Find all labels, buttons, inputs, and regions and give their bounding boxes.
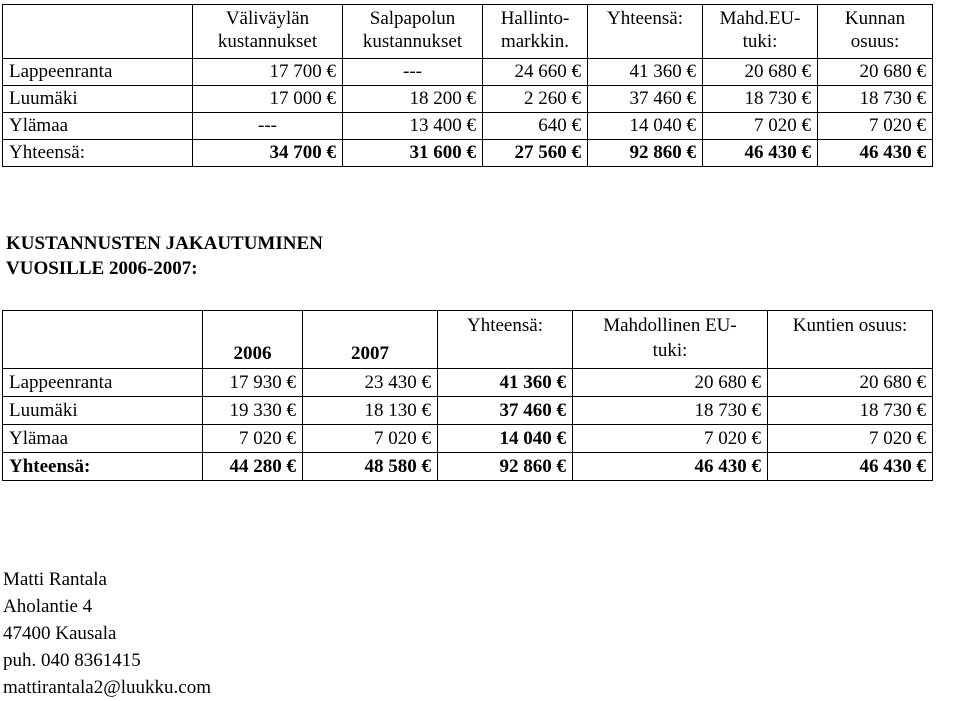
header-2006: 2006 [203,311,303,369]
table-cell: 24 660 € [483,59,588,86]
table-cell: 41 360 € [588,59,703,86]
table-cell: 7 020 € [818,113,933,140]
row-label: Luumäki [3,86,193,113]
table-total-row [3,453,933,481]
table-cell: 48 580 € [303,453,438,481]
table-cell: 18 730 € [703,86,818,113]
table-cell: 46 430 € [818,140,933,167]
table-cell: 92 860 € [588,140,703,167]
header-2007: 2007 [303,311,438,369]
table-cell: 14 040 € [588,113,703,140]
header-kuntien-osuus: Kuntien osuus: [768,311,933,369]
table-cell: 20 680 € [768,369,933,397]
table-row [3,86,933,113]
table-cell: 20 680 € [703,59,818,86]
table-cell: 7 020 € [768,425,933,453]
table-cell: 37 460 € [588,86,703,113]
table-cell: 27 560 € [483,140,588,167]
table-row [3,397,933,425]
yearly-split-table [2,310,933,481]
table-cell: 46 430 € [768,453,933,481]
table-header-row [3,311,933,369]
table-row [3,369,933,397]
header-eu-tuki: Mahdollinen EU- tuki: [573,311,768,369]
header-salpapolun-kustannukset: Salpapolun kustannukset [343,5,483,59]
table-cell: 7 020 € [573,425,768,453]
table-cell: --- [343,59,483,86]
table-row [3,425,933,453]
table-cell: 46 430 € [703,140,818,167]
table-cell: 37 460 € [438,397,573,425]
table-total-row [3,140,933,167]
row-label: Lappeenranta [3,369,203,397]
table-cell: 31 600 € [343,140,483,167]
contact-phone: puh. 040 8361415 [3,650,141,671]
table-cell: 41 360 € [438,369,573,397]
table-cell: 17 930 € [203,369,303,397]
contact-block [3,566,211,701]
contact-name: Matti Rantala [3,569,107,590]
table-cell: 34 700 € [193,140,343,167]
table-cell: 18 730 € [573,397,768,425]
table-cell: 17 000 € [193,86,343,113]
table-cell: 19 330 € [203,397,303,425]
table-header-row [3,5,933,59]
table-cell: 2 260 € [483,86,588,113]
header-kunnan-osuus: Kunnan osuus: [818,5,933,59]
table-cell: 18 730 € [768,397,933,425]
row-label: Yhteensä: [3,453,203,481]
header-cell-empty [3,311,203,369]
cost-table [2,4,933,167]
section-heading: KUSTANNUSTEN JAKAUTUMINEN VUOSILLE 2006-2007: [6,233,323,279]
table-cell: 23 430 € [303,369,438,397]
header-hallintomarkkin: Hallinto- markkin. [483,5,588,59]
table-cell: 20 680 € [818,59,933,86]
contact-email: mattirantala2@luukku.com [3,677,211,698]
table-cell: 18 130 € [303,397,438,425]
header-yhteensa: Yhteensä: [588,5,703,59]
table-cell: 7 020 € [703,113,818,140]
table-cell: 7 020 € [303,425,438,453]
contact-street: Aholantie 4 [3,596,93,617]
table-cell: 13 400 € [343,113,483,140]
row-label: Lappeenranta [3,59,193,86]
header-yhteensa: Yhteensä: [438,311,573,369]
table-cell: 14 040 € [438,425,573,453]
row-label: Ylämaa [3,113,193,140]
table-cell: 44 280 € [203,453,303,481]
table-cell: 7 020 € [203,425,303,453]
table-row [3,59,933,86]
table-cell: 20 680 € [573,369,768,397]
table-cell: --- [193,113,343,140]
header-vaylan-kustannukset: Väliväylän kustannukset [193,5,343,59]
table-cell: 640 € [483,113,588,140]
row-label: Ylämaa [3,425,203,453]
contact-postal: 47400 Kausala [3,623,117,644]
table-cell: 18 200 € [343,86,483,113]
row-label: Yhteensä: [3,140,193,167]
table-row [3,113,933,140]
table-cell: 46 430 € [573,453,768,481]
table-cell: 18 730 € [818,86,933,113]
row-label: Luumäki [3,397,203,425]
header-cell-empty [3,5,193,59]
table-cell: 17 700 € [193,59,343,86]
header-eu-tuki: Mahd.EU- tuki: [703,5,818,59]
table-cell: 92 860 € [438,453,573,481]
